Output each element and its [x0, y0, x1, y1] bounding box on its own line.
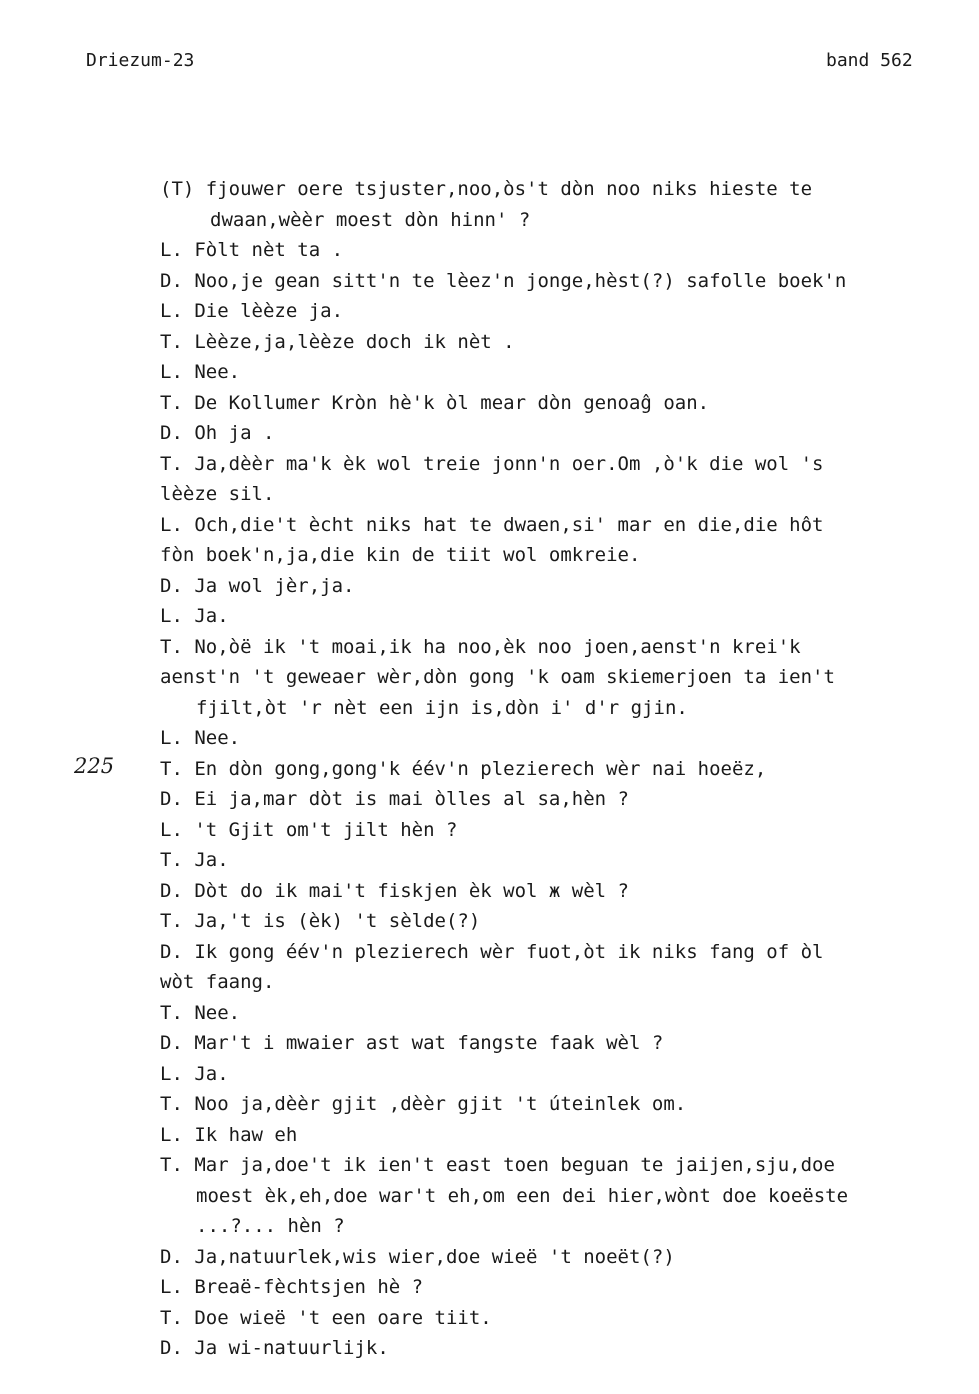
transcript-line: T. Ja,dèèr ma'k èk wol treie jonn'n oer.Om ,ò'k die wol 's [160, 452, 824, 475]
transcript-line: T. Ja. [160, 849, 229, 871]
transcript-line: L. Die lèèze ja. [160, 300, 344, 322]
transcript-line: T. Mar ja,doe't ik ien't east toen beguan te jaijen,sju,doe [160, 1154, 835, 1176]
transcript-line: L. Ik haw eh [160, 1123, 298, 1146]
transcript-line: T. Lèèze,ja,lèèze doch ik nèt . [160, 330, 515, 353]
transcript-line: T. Noo ja,dèèr gjit ,dèèr gjit 't úteinlek om. [160, 1093, 687, 1115]
transcript-line: fòn boek'n,ja,die kin de tiit wol omkreie. [160, 544, 641, 566]
transcript-line: T. En dòn gong,gong'k éév'n plezierech wèr nai hoeëz, [160, 757, 767, 780]
transcript-line: T. De Kollumer Kròn hè'k òl mear dòn genoaĝ oan. [160, 391, 710, 414]
page-header-location: Driezum-23 [86, 50, 195, 71]
transcript-line: D. Mar't i mwaier ast wat fangste faak wèl ? [160, 1032, 664, 1054]
transcript-line: L. Breaë-fèchtsjen hè ? [160, 1276, 424, 1298]
transcript-line: D. Ja wi-natuurlijk. [160, 1337, 389, 1359]
transcript-line: D. Noo,je gean sitt'n te lèez'n jonge,hèst(?) safolle boek'n [160, 269, 847, 292]
transcript-line: aenst'n 't geweaer wèr,dòn gong 'k oam skiemerjoen ta ien't [160, 666, 835, 688]
transcript-line: D. Ik gong éév'n plezierech wèr fuot,òt ik niks fang of òl [160, 940, 824, 963]
page-header-tape: band 562 [826, 50, 913, 71]
transcript-line: D. Ja,natuurlek,wis wier,doe wieë 't noeët(?) [160, 1245, 675, 1268]
transcript-line: wòt faang. [160, 971, 275, 993]
transcript-line: dwaan,wèèr moest dòn hinn' ? [210, 208, 531, 231]
transcript-line: moest èk,eh,doe war't eh,om een dei hier,wònt doe koeëste [196, 1184, 849, 1207]
transcript-line: fjilt,òt 'r nèt een ijn is,dòn i' d'r gjin. [196, 696, 688, 719]
transcript-line: T. Doe wieë 't een oare tiit. [160, 1306, 492, 1329]
transcript-line: (T) fjouwer oere tsjuster,noo,òs't dòn noo niks hieste te [160, 178, 813, 200]
transcript-line: D. Ja wol jèr,ja. [160, 574, 355, 597]
transcript-line: L. Ja. [160, 605, 229, 627]
transcript-line: ...?... hèn ? [196, 1215, 345, 1237]
transcript-line: L. Och,die't ècht niks hat te dwaen,si' mar en die,die hôt [160, 513, 824, 536]
transcript-line: D. Dòt do ik mai't fiskjen èk wol ж wèl ? [160, 879, 629, 902]
transcript-line: T. Nee. [160, 1001, 241, 1024]
transcript-line: T. No,òë ik 't moai,ik ha noo,èk noo joen,aenst'n krei'k [160, 635, 801, 658]
transcript-body [160, 174, 920, 1364]
transcript-line: D. Oh ja . [160, 422, 275, 444]
transcript-line: L. 't Gjit om't jilt hèn ? [160, 818, 458, 841]
transcript-line: D. Ei ja,mar dòt is mai òlles al sa,hèn ? [160, 788, 629, 810]
transcript-line: L. Fòlt nèt ta . [160, 239, 344, 261]
transcript-line: L. Nee. [160, 361, 241, 383]
transcript-line: L. Ja. [160, 1062, 229, 1085]
margin-annotation: 225 [74, 754, 115, 778]
transcript-line: lèèze sil. [160, 483, 275, 505]
transcript-line: T. Ja,'t is (èk) 't sèlde(?) [160, 910, 481, 932]
transcript-line: L. Nee. [160, 727, 241, 749]
